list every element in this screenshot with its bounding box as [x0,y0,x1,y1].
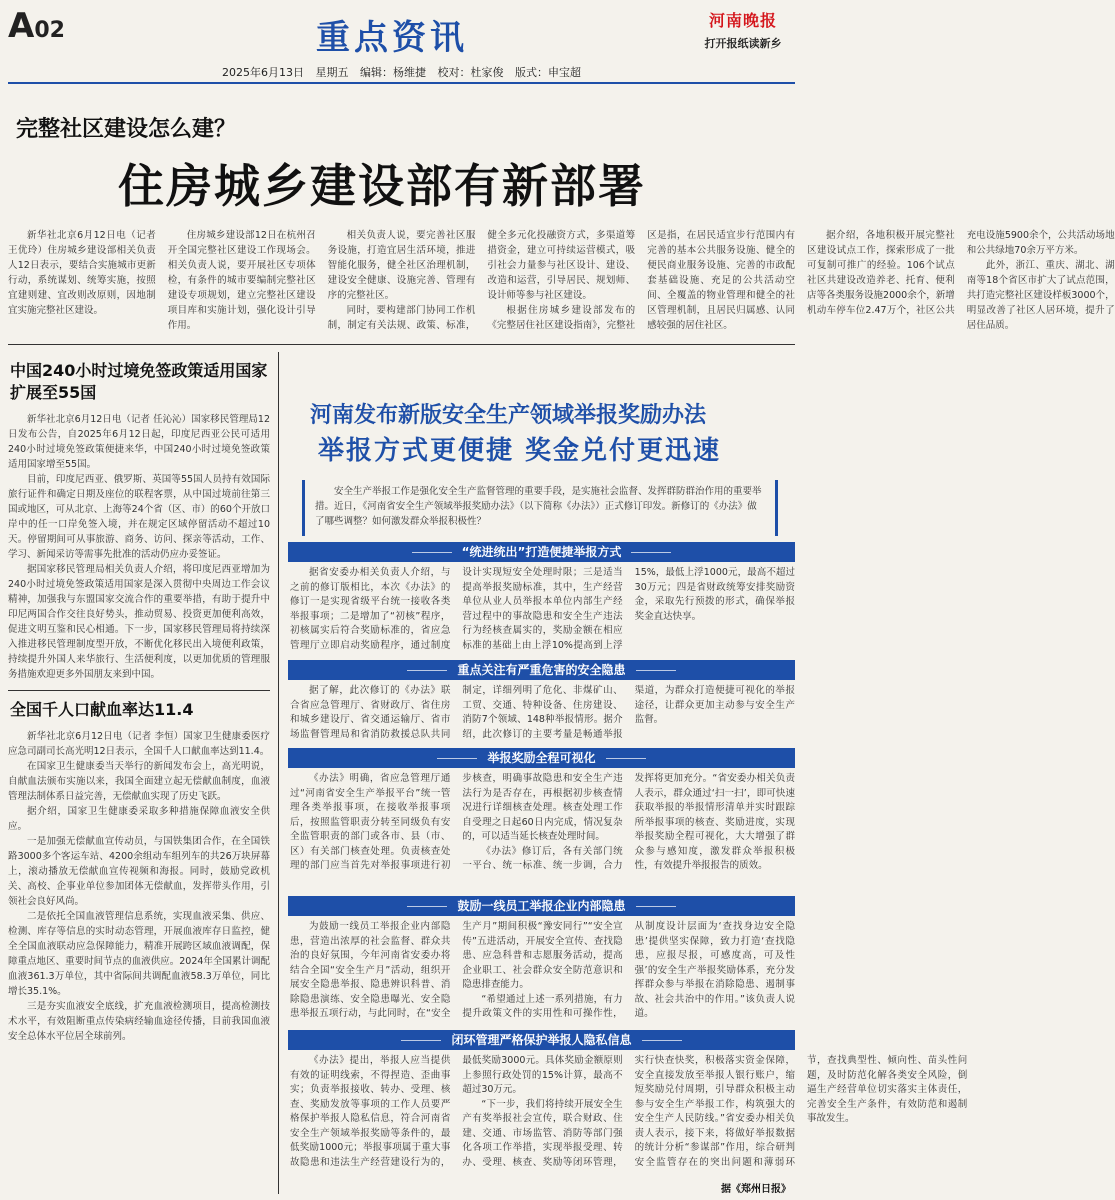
section-paragraph: “下一步，我们将持续开展安全生产有奖举报社会宣传，联合财政、住建、交通、市场监管、消防等部门强化各项工作举措，实现举报受理、转办、受理、核查、奖励等闭环管理，实行快查快奖，积极落实资金保障，安全直接发放至举报人银行账户，缩短奖励兑付周期，引导群众积极主动参与安全生产举报工作，构筑强大的安全生产人民防线。”省安委办相关负责人表示，接下来，将做好举报数据的统计分析“参谋部”作用，综合研判安全监管存在的突出问题和薄弱环节，查找典型性、倾向性、苗头性问题，及时防范化解各类安全风险，倒逼生产经营单位切实落实主体责任，完善安全生产条件，有效防范和遏制事故发生。 [462,1055,968,1168]
lead-paragraph: 根据住房城乡建设部发布的《完整居住社区建设指南》，完整社区是指，在居民适宜步行范围内有完善的基本公共服务设施、健全的便民商业服务设施、完善的市政配套基础设施、充足的公共活动空间、全覆盖的物业管理和健全的社区管理机制，且居民归属感、认同感较强的居住社区。 [487,230,795,331]
blood-title: 全国千人口献血率达11.4 [10,700,194,719]
section-paragraph: 《办法》提出，举报人应当提供有效的证明线索，不得捏造、歪曲事实；负责举报接收、转办、受理、核查、奖励发放等事项的工作人员要严格保护举报人隐私信息，符合河南省安全生产领域举报奖励等条件的，最低奖励1000元；举报事项属于重大事故隐患和违法生产经营建设行为的，最低奖励3000元。具体奖励金额原则上参照行政处罚的15%计算，最高不超过30万元。 [290,1055,623,1168]
source-credit: 据《郑州日报》 [721,1184,791,1195]
masthead-rule [8,82,795,84]
blood-paragraph: 三是夯实血液安全底线，扩充血液检测项目，提高检测技术水平，有效阻断重点传染病经输血途径传播，目前我国血液安全总体水平位居全球前列。 [8,1001,270,1042]
section-paragraph: 据省安委办相关负责人介绍，与之前的修订版相比，本次《办法》的修订一是实现省级平台统一接收各类举报事项；二是增加了“初核”程序，初核属实后符合奖励标准的，省应急管理厅立即启动奖励程序，通过制度设计实现短安全处理时限；三是适当提高举报奖励标准，其中，生产经营单位从业人员举报本单位内部生产经营过程中的事故隐患和安全生产违法行为经核查属实的，奖励金额在相应标准的基础上由上浮10%提高到上浮15%，最低上浮1000元，最高不超过30万元；四是省财政统筹安排奖励资金，采取先行预拨的形式，确保举报奖金直达快享。 [290,567,795,651]
column-rule [278,352,279,1194]
blood-paragraph: 新华社北京6月12日电（记者 李恒）国家卫生健康委医疗应急司副司长高光明12日表示，全国千人口献血率达到11.4。 [8,731,270,757]
issue-date: 2025年6月13日 [222,66,304,79]
visa-story [8,360,270,682]
blood-story [8,699,270,1044]
page-number-digits: 02 [34,18,65,43]
visa-paragraph: 目前，印度尼西亚、俄罗斯、英国等55国人员持有效国际旅行证件和确定日期及座位的联程客票，从中国过境前往第三国或地区，可从北京、上海等24个省（区、市）的60个开放口岸中的任一口岸免签入境，并在规定区域停留活动不超过10天。停留期间可从事旅游、商务、访问、探亲等活动，工作、学习、新闻采访等需事先批准的活动仍应办妥签证。 [8,474,270,560]
section-heading: 鼓励一线员工举报企业内部隐患 [288,896,795,916]
blood-paragraph: 在国家卫生健康委当天举行的新闻发布会上，高光明说，自献血法颁布实施以来，我国全面建立起无偿献血制度，血液管理法制体系日益完善，无偿献血实现了历史飞跃。 [8,761,270,802]
lead-paragraph: 相关负责人说，要完善社区服务设施，打造宜居生活环境，推进智能化服务，健全社区治理机制，建设安全健康、设施完善、管理有序的完整社区。 [327,230,476,301]
section-title: 重点资讯 [316,18,468,58]
layout-credit: 版式：申宝超 [515,66,581,79]
feature-intro [302,480,778,536]
section-body [290,566,795,654]
blood-paragraph: 二是依托全国血液管理信息系统，实现血液采集、供应、检测、库存等信息的实时动态管理，开展血液库存日监控，健全全国血液联动应急保障能力，精准开展跨区域血液调配，保障重点地区、重要时间节点的血液供应。2024年全国累计调配血液361.3万单位，其中省际间共调配血液58.3万单位，同比增长35.1%。 [8,911,270,997]
section-paragraph: 《办法》修订后，各有关部门统一平台、统一标准、统一步调，合力发挥将更加充分。“省安委办相关负责人表示，群众通过‘扫一扫’，即可快速获取举报的举报情形清单并实时跟踪所举报事项的核查、奖励进度，实现举报奖励全程可视化，大大增强了群众参与感知度，激发群众举报积极性，有效提升举报报告的质效。 [462,773,795,871]
blood-body [8,729,270,1044]
lead-body [8,228,1115,340]
section-heading: “统进统出”打造便捷举报方式 [288,542,795,562]
visa-paragraph: 据国家移民管理局相关负责人介绍，将印度尼西亚增加为240小时过境免签政策适用国家是深入贯彻中央周边工作会议精神，加强我与东盟国家交流合作的重要举措，有助于提升中印尼两国合作交往良好势头，推动贸易、投资更加便利高效，促进文明互鉴和民心相通。下一步，国家移民管理局将持续深入推进移民管理制度型开放，不断优化移民出入境便利政策，持续提升外国人来华旅行、生活便利度，以更加优质的管理服务措施欢迎更多外国朋友来到中国。 [8,564,270,680]
section-body [290,920,795,1022]
section-body [290,1054,968,1176]
section-paragraph: 为鼓励一线员工举报企业内部隐患，营造出浓厚的社会监督、群众共治的良好氛围，今年河南省安委办将结合全国“安全生产月”活动，组织开展安全隐患举报、隐患辨识科普、消除隐患演练、安全隐患曝光、安全隐患举报五项行动，与此同时，在“安全生产月”期间积极“豫安同行”“安全宣传”五进活动，开展安全宣传、查找隐患、应急科普和志愿服务活动，提高企业职工、社会群众安全防范意识和隐患排查能力。 [290,921,623,1019]
dateline [0,64,803,80]
proofreader-credit: 校对：杜家俊 [437,66,504,79]
feature-title: 河南发布新版安全生产领域举报奖励办法 [310,402,707,428]
page-letter: A [8,6,35,46]
lead-paragraph: 新华社北京6月12日电（记者 王优玲）住房城乡建设部相关负责人12日表示，要结合实施城市更新行动，系统谋划、统筹实施，按照宜建则建、宜改则改原则，因地制宜实施完整社区建设。 [8,230,156,316]
section-heading: 举报奖励全程可视化 [288,748,795,768]
section-paragraph: 《办法》明确，省应急管理厅通过“河南省安全生产举报平台”统一管理各类举报事项，在接收举报事项后，按照监管职责分转至同级负有安全监管职责的部门或各市、县（市、区）有关部门核查处理。负责核查处理的部门应当首先对举报事项进行初步核查，明确事故隐患和安全生产违法行为是否存在，再根据初步核查情况进行详细核查处理。核查处理工作自受理之日起60日内完成，情况复杂的，可以适当延长核查处理时间。 [290,773,623,871]
page-number [8,6,65,46]
editor-credit: 编辑：杨维捷 [360,66,426,79]
section-body [290,684,795,742]
lead-paragraph: 此外，浙江、重庆、湖北、湖南等18个省区市扩大了试点范围，共打造完整社区建设样板3000个，明显改善了社区人居环境，提升了居住品质。 [966,260,1115,331]
left-column [8,352,270,1194]
masthead [0,0,803,86]
logo-slogan: 打开报纸读新乡 [704,37,782,50]
issue-weekday: 星期五 [315,66,349,79]
story-divider [8,690,270,691]
lead-paragraph: 住房城乡建设部12日在杭州召开全国完整社区建设工作现场会。相关负责人说，要开展社区专项体检，有条件的城市要编制完整社区建设专项规划，建立完整社区建设项目库和实施计划，强化设计引导作用。 [167,230,316,331]
section-body [290,772,795,888]
lead-kicker: 完整社区建设怎么建？ [16,116,237,142]
section-paragraph: “希望通过上述一系列措施，有力提升政策文件的实用性和可操作性，从制度设计层面为‘查找身边安全隐患’提供坚实保障，致力打造‘查找隐患，应报尽报，可感度高，可及性强’的安全生产举报奖励体系，充分发挥群众参与举报在消除隐患、遏制事故、社会共治中的作用。”该负责人说道。 [462,921,795,1019]
visa-title: 中国240小时过境免签政策适用国家扩展至55国 [10,361,268,402]
visa-paragraph: 新华社北京6月12日电（记者 任沁沁）国家移民管理局12日发布公告，自2025年6月12日起，印度尼西亚公民可适用240小时过境免签政策便捷来华，中国240小时过境免签政策适用国家增至55国。 [8,414,270,470]
newspaper-logo [693,8,793,54]
section-heading: 闭环管理严格保护举报人隐私信息 [288,1030,795,1050]
lead-headline: 住房城乡建设部有新部署 [118,159,646,213]
lead-paragraph: 据介绍，各地积极开展完整社区建设试点工作，探索形成了一批可复制可推广的经验。106个试点社区共建设改造养老、托育、便利店等各类服务设施2000余个，新增机动车停车位2.47万个，社区公共充电设施5900余个，公共活动场地和公共绿地70余万平方米。 [806,230,1115,316]
section-heading: 重点关注有严重危害的安全隐患 [288,660,795,680]
visa-body [8,412,270,682]
lead-paragraph: 同时，要构建部门协同工作机制，制定有关法规、政策、标准，健全多元化投融资方式，多渠道筹措资金，建立可持续运营模式，吸引社会力量参与社区设计、建设、改造和运营，引导居民、规划师、设计师等参与社区建设。 [327,230,636,331]
blood-paragraph: 据介绍，国家卫生健康委采取多种措施保障血液安全供应。 [8,806,270,832]
section-paragraph: 据了解，此次修订的《办法》联合省应急管理厅、省财政厅、省住房和城乡建设厅、省交通运输厅、省市场监督管理局和省消防救援总队共同制定，详细列明了危化、非煤矿山、工贸、交通、特种设备、住房建设、消防7个领域、148种举报情形。据介绍，此次修订的主要考量是畅通举报渠道，为群众打造便捷可视化的举报途径，让群众更加主动参与安全生产监督。 [290,685,795,740]
feature-intro-text: 安全生产举报工作是强化安全生产监督管理的重要手段，是实施社会监督、发挥群防群治作用的重要举措。近日，《河南省安全生产领域举报奖励办法》（以下简称《办法》）正式修订印发。新修订的《办法》做了哪些调整？如何激发群众举报积极性？ [315,486,762,527]
section-divider [8,344,795,345]
feature-subtitle: 举报方式更便捷 奖金兑付更迅速 [318,436,722,466]
blood-paragraph: 一是加强无偿献血宣传动员，与国铁集团合作，在全国铁路3000多个客运车站、4200余组动车组列车的共26万块屏幕上，滚动播放无偿献血宣传视频和海报。同时，鼓励党政机关、高校、企事业单位参加团体无偿献血，发挥带头作用，引领社会良好风尚。 [8,836,270,907]
logo-title: 河南晚报 [708,11,777,30]
